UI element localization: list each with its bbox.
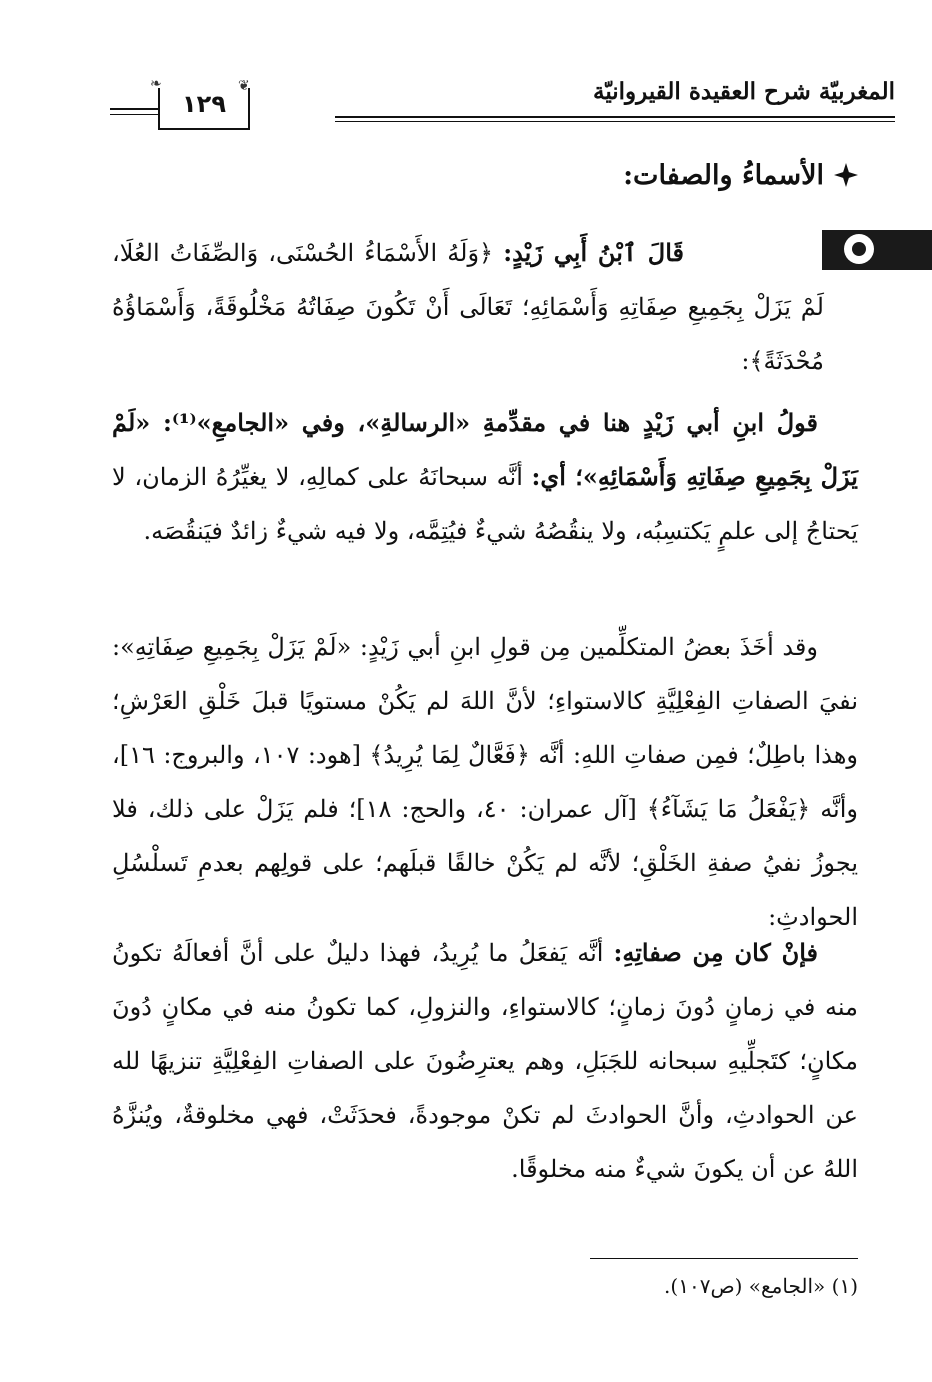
flourish-ornament-icon: ❦: [238, 78, 250, 94]
running-title: المغربيّة شرح العقيدة القيروانيّة: [592, 78, 895, 105]
paragraph-1: [112, 396, 858, 558]
flower-ornament-icon: [844, 234, 874, 264]
paragraph-2: [112, 620, 858, 944]
paragraph-lead: قولُ ابنِ أبي زَيْدٍ هنا في مقدِّمةِ «الرسالةِ»، وفي «الجامعِ»⁽¹⁾: «لَمْ يَزَلْ بِجَمِيعِ صِفَاتِهِ وَأَسْمَائِهِ»؛ أي:: [112, 408, 858, 491]
paragraph-text: وقد أخَذَ بعضُ المتكلِّمين مِن قولِ ابنِ أبي زَيْدٍ: «لَمْ يَزَلْ بِجَمِيعِ صِفَاتِهِ»: نفيَ الصفاتِ الفِعْلِيَّةِ كالاستواءِ؛ لأنَّ اللهَ لم يَكُنْ مستويًا قبلَ خَلْقِ العَرْشِ؛ وهذا باطِلٌ؛ فمِن صفاتِ اللهِ: أنَّه ﴿فَعَّالٌ لِمَا يُرِيدُ﴾ [هود: ١٠٧، والبروج: ١٦]، وأنَّه ﴿يَفْعَلُ مَا يَشَآءُ﴾ [آل عمران: ٤٠، والحج: ١٨]؛ فلم يَزَلْ على ذلك، فلا يجوزُ نفيُ صفةِ الخَلْقِ؛ لأنَّه لم يَكُنْ خالقًا قبلَهم؛ على قولِهم بعدمِ تَسلْسُلِ الحوادثِ:: [112, 633, 858, 931]
flourish-ornament-icon: ❧: [150, 76, 162, 92]
matn-quote: [112, 226, 824, 388]
running-header: [110, 72, 895, 132]
paragraph-text: أنَّه يَفعَلُ ما يُرِيدُ، فهذا دليلٌ على أنَّ أفعالَهُ تكونُ منه في زمانٍ دُونَ زمانٍ؛ كالاستواءِ، والنزولِ، كما تكونُ منه في مكانٍ دُونَ مكانٍ؛ كتَجلِّيهِ سبحانه للجَبَلِ، وهم يعترِضُونَ على الصفاتِ الفِعْلِيَّةِ تنزيهًا لله عن الحوادثِ، وأنَّ الحوادثَ لم تكنْ موجودةً، فحدَثَتْ، فهي مخلوقةٌ، ويُنزَّهُ اللهُ عن أن يكونَ شيءٌ منه مخلوقًا.: [112, 939, 858, 1183]
section-heading-text: الأسماءُ والصفات:: [623, 160, 824, 191]
footnote-separator: [590, 1258, 858, 1259]
footnote: (١) «الجامع» (ص١٠٧).: [664, 1274, 858, 1298]
header-left-rule: [110, 108, 158, 110]
section-heading: [623, 160, 858, 191]
star-ornament-icon: [834, 163, 858, 187]
quote-lead: قَالَ ٱبْنُ أَبِي زَيْدٍ:: [503, 238, 684, 267]
header-left-rule-thin: [110, 114, 158, 115]
header-rule-thin: [335, 121, 895, 122]
page-number: ١٢٩: [182, 90, 226, 118]
page-number-box: [158, 88, 250, 130]
header-rule: [335, 116, 895, 118]
paragraph-text: أنَّه سبحانَهُ على كمالِهِ، لا يغيِّرُهُ الزمان، لا يَحتاجُ إلى علمٍ يَكتسِبُه، ولا ينقُصُهُ شيءٌ فيُتِمَّه، ولا فيه شيءٌ زائدٌ فيَنقُصَه.: [112, 463, 858, 545]
quote-text: ﴿وَلَهُ الأَسْمَاءُ الحُسْنَى، وَالصِّفَاتُ العُلَا، لَمْ يَزَلْ بِجَمِيعِ صِفَاتِهِ وَأَسْمَائِهِ؛ تَعَالَى أَنْ تَكُونَ صِفَاتُهُ مَخْلُوقَةً، وَأَسْمَاؤُهُ مُحْدَثَةً﴾:: [112, 239, 824, 375]
paragraph-lead: فإنْ كان مِن صفاتِهِ:: [613, 938, 819, 967]
quote-marker: [822, 230, 932, 270]
paragraph-3: [112, 926, 858, 1196]
